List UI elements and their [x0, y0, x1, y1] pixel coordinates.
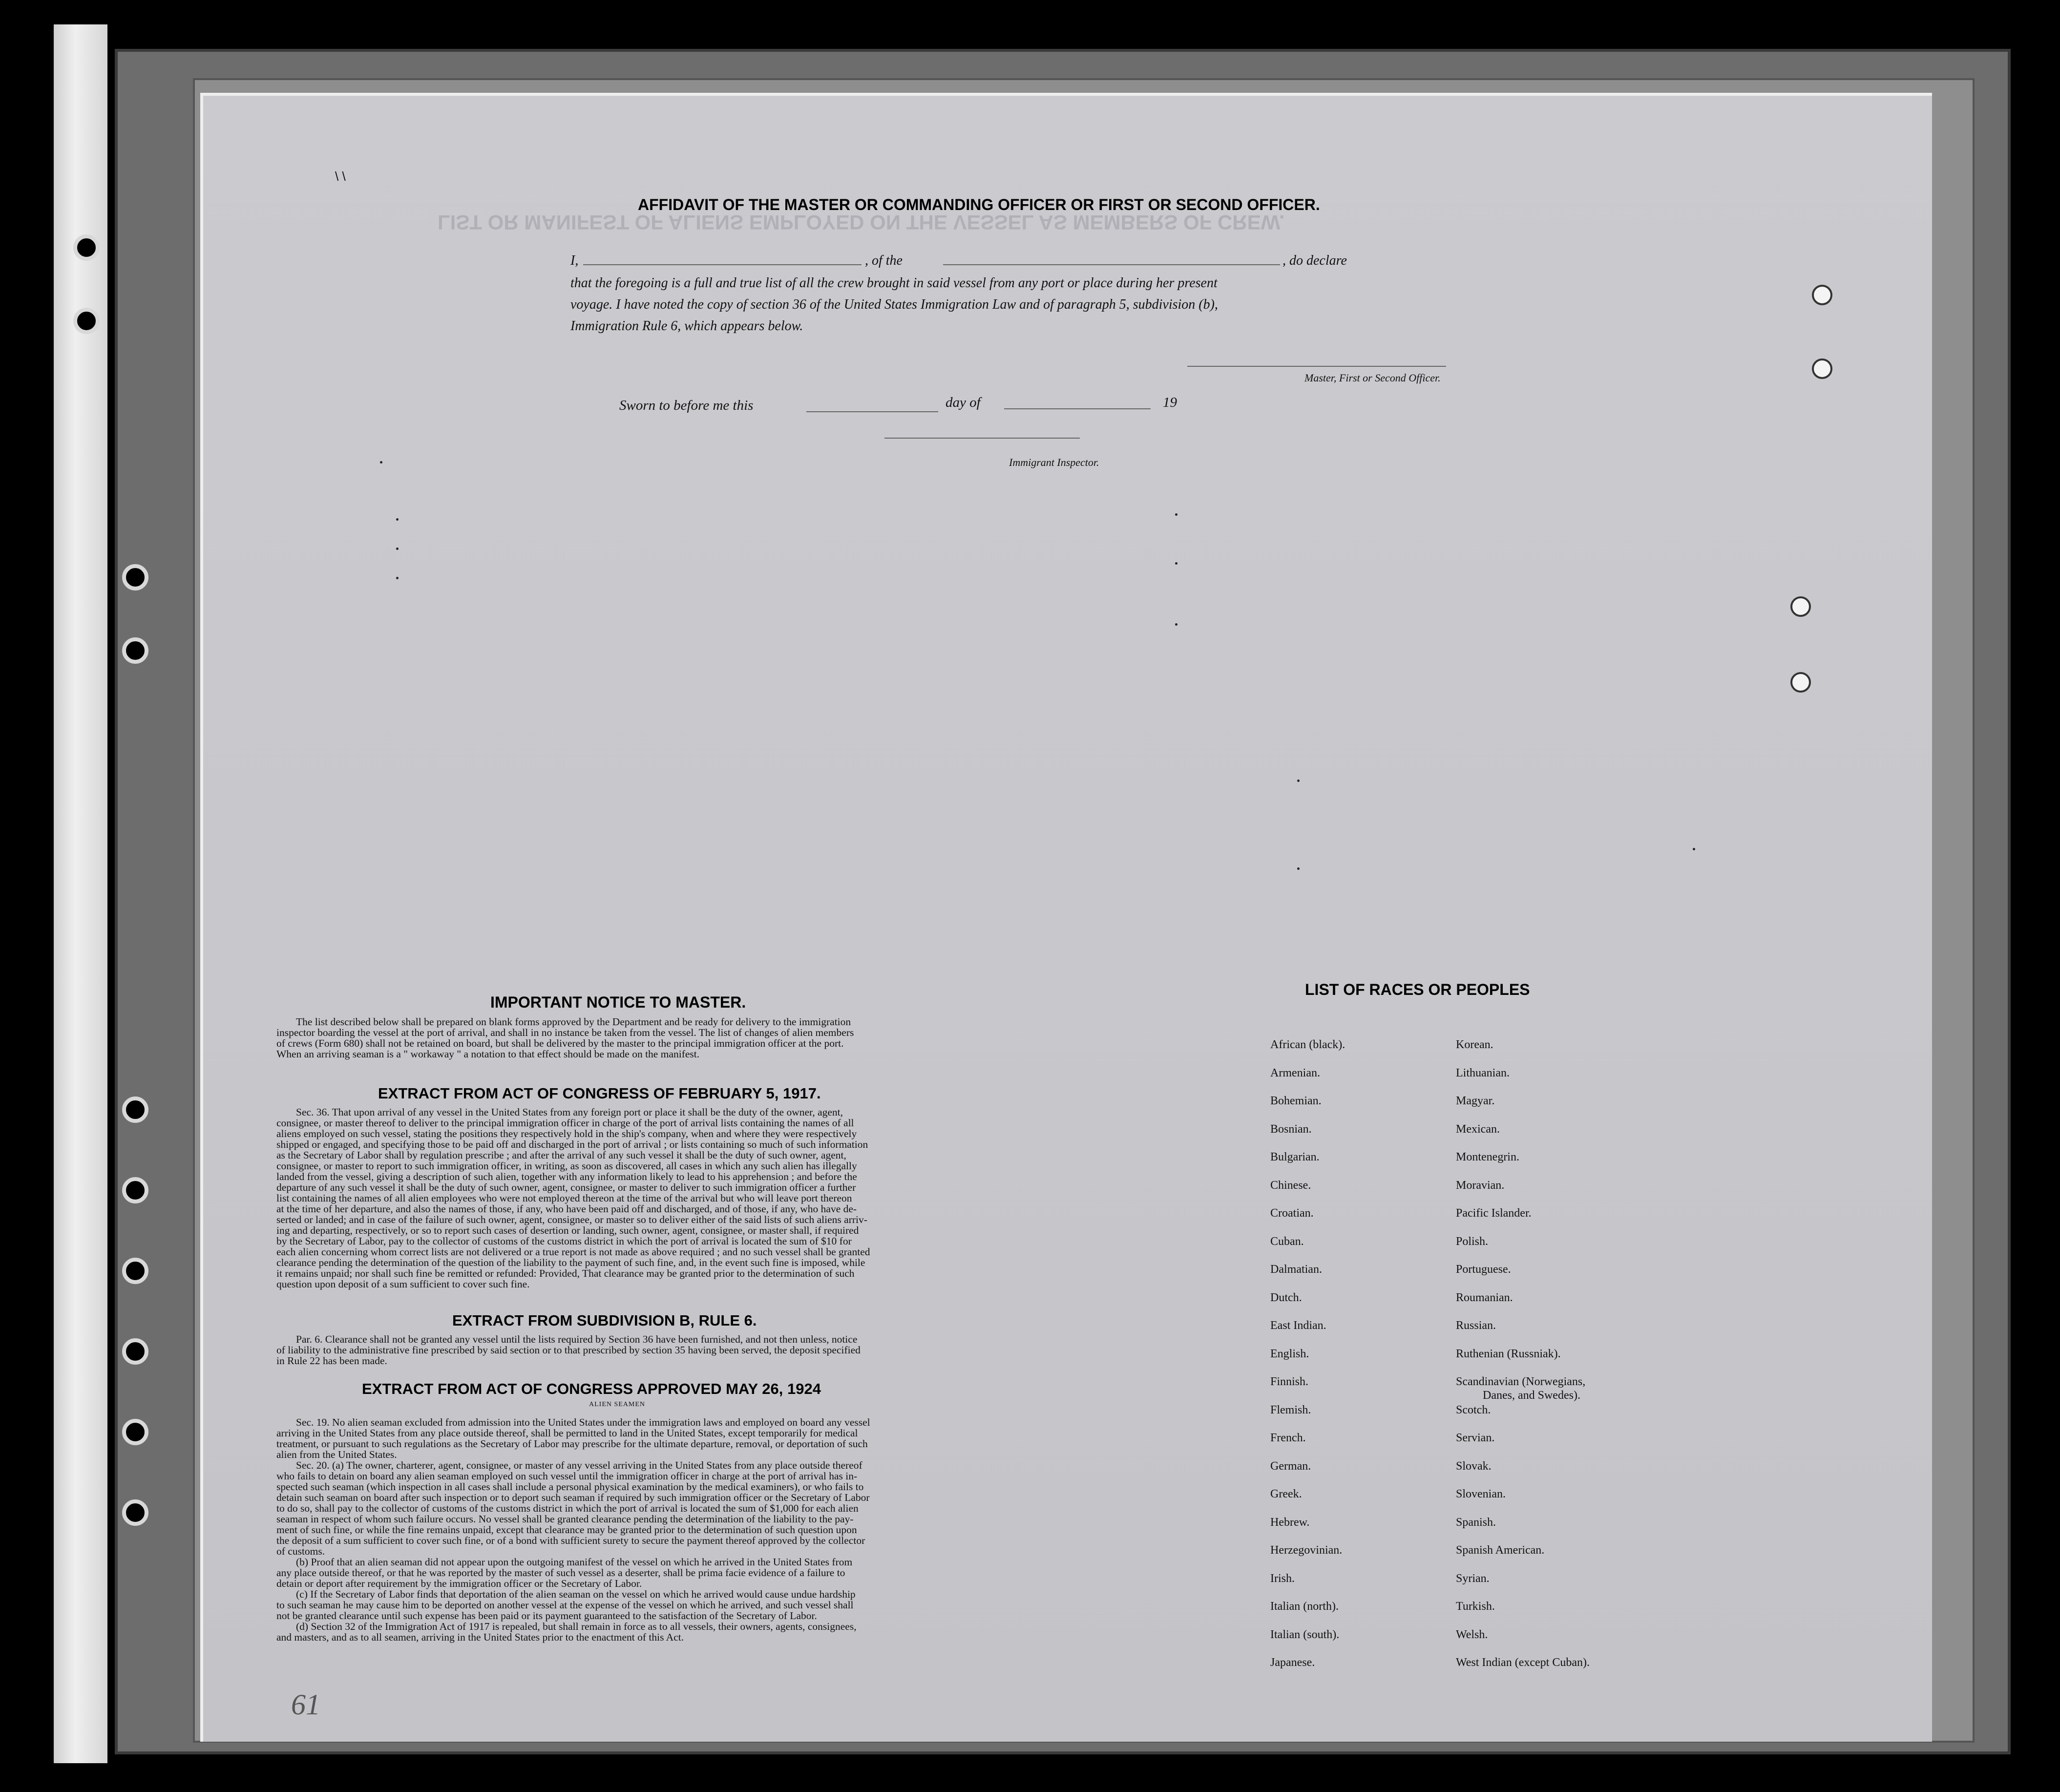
- affidavit-i: I,: [570, 253, 579, 268]
- extract-1917-line: as the Secretary of Labor shall by regulation prescribe ; and after the arrival of any such vessel it shall be the duty of such owner, agent,: [276, 1149, 846, 1161]
- extract-1924-heading: EXTRACT FROM ACT OF CONGRESS APPROVED MAY 26, 1924: [362, 1380, 821, 1397]
- notice-line: The list described below shall be prepared on blank forms approved by the Department and be ready for delivery to the immigration: [296, 1016, 851, 1028]
- extract-1924-line: (b) Proof that an alien seaman did not appear upon the outgoing manifest of the vessel on which he arrived in the United States from: [296, 1556, 853, 1568]
- sworn-prefix: Sworn to before me this: [619, 398, 754, 413]
- notice-line: inspector boarding the vessel at the port of arrival, and shall in no instance be taken from the vessel. The list of changes of alien members: [276, 1027, 854, 1038]
- extract-1924-line: not be granted clearance until such expense has been paid or its payment guaranteed to the satisfaction of the Secretary of Labor.: [276, 1610, 817, 1622]
- race-item-right: Scotch.: [1456, 1403, 1491, 1416]
- master-signature-label: Master, First or Second Officer.: [1304, 372, 1441, 384]
- extract-1917-line: each alien concerning whom correct lists are not delivered or a true report is not made as above required ; and no such vessel shall be granted: [276, 1246, 870, 1258]
- race-item-right: Ruthenian (Russniak).: [1456, 1347, 1561, 1360]
- extract-1924-line: detain such seaman on board after such inspection or to deport such seaman if required by such immigration officer or the Secretary of Labor: [276, 1492, 870, 1503]
- inspector-signature-line[interactable]: [884, 438, 1080, 439]
- extract-1924-line: alien from the United States.: [276, 1449, 397, 1460]
- binder-hole: [122, 1096, 148, 1123]
- name-field-line[interactable]: [583, 264, 862, 265]
- stray-mark: [1297, 780, 1300, 782]
- binder-hole: [122, 1499, 148, 1526]
- race-item-right: Polish.: [1456, 1235, 1489, 1248]
- notice-line: When an arriving seaman is a " workaway " a notation to that effect should be made on the manifest.: [276, 1048, 700, 1060]
- extract-1924-line: of customs.: [276, 1545, 325, 1557]
- extract-1917-line: ing and departing, respectively, or so to report such cases of desertion or landing, such owner, agent, consignee, or master shall, if required: [276, 1224, 859, 1236]
- races-heading: LIST OF RACES OR PEOPLES: [1305, 981, 1530, 998]
- race-item-right: Russian.: [1456, 1319, 1496, 1332]
- race-item-left: Armenian.: [1270, 1066, 1320, 1079]
- stray-mark: [1175, 623, 1177, 626]
- master-signature-line[interactable]: [1187, 366, 1446, 367]
- race-item-right: Welsh.: [1456, 1628, 1488, 1641]
- extract-1917-line: at the time of her departure, and also the names of those, if any, who have been paid off and discharged, and of those, if any, who have de-: [276, 1203, 857, 1215]
- film-edge-strip: [54, 24, 107, 1763]
- race-item-right: Portuguese.: [1456, 1263, 1511, 1276]
- extract-1924-line: the deposit of a sum sufficient to cover such fine, or of a bond with sufficient surety to secure the payment thereof approved by the collector: [276, 1535, 865, 1546]
- stray-mark: [1175, 562, 1177, 565]
- extract-1924-line: seaman in respect of whom such failure occurs. No vessel shall be granted clearance pending the determination of the liability to the pay-: [276, 1513, 854, 1525]
- race-item-right: Pacific Islander.: [1456, 1207, 1532, 1220]
- extract-rule6-line: Par. 6. Clearance shall not be granted any vessel until the lists required by Section 36 have been furnished, and not then unless, notice: [296, 1333, 858, 1345]
- bleed-through-title: LIST OR MANIFEST OF ALIENS EMPLOYED ON THE VESSEL AS MEMBERS OF CREW.: [438, 211, 1285, 234]
- affidavit-line-3: voyage. I have noted the copy of section 36 of the United States Immigration Law and of paragraph 5, subdivision (b),: [570, 297, 1218, 312]
- binder-hole: [73, 308, 100, 334]
- alien-seamen-subheading: ALIEN SEAMEN: [589, 1401, 646, 1408]
- binder-hole: [122, 637, 148, 664]
- race-item-left: Italian (north).: [1270, 1600, 1339, 1613]
- extract-rule6-body: [276, 1334, 1043, 1366]
- race-item-right: Scandinavian (Norwegians,: [1456, 1375, 1586, 1388]
- race-item-left: Dutch.: [1270, 1291, 1302, 1304]
- extract-rule6-heading: EXTRACT FROM SUBDIVISION B, RULE 6.: [452, 1312, 757, 1329]
- extract-1924-line: any place outside thereof, or that he was reported by the master of such vessel as a deserter, shall be prima facie evidence of a failure to: [276, 1567, 845, 1579]
- race-item-right: Korean.: [1456, 1038, 1493, 1051]
- margin-mark-bottom: 61: [291, 1688, 320, 1721]
- race-item-left: Bohemian.: [1270, 1095, 1322, 1107]
- stray-mark: [1175, 513, 1177, 516]
- race-item-left: Cuban.: [1270, 1235, 1304, 1248]
- extract-1917-line: Sec. 36. That upon arrival of any vessel in the United States from any foreign port or place it shall be the duty of the owner, agent,: [296, 1106, 843, 1118]
- extract-1917-line: landed from the vessel, giving a description of such alien, together with any information likely to lead to his apprehension ; and before the: [276, 1171, 857, 1182]
- notice-body: [276, 1016, 1043, 1059]
- race-item-right: Roumanian.: [1456, 1291, 1513, 1304]
- race-item-left: Bulgarian.: [1270, 1151, 1320, 1163]
- year-prefix: 19: [1163, 395, 1177, 410]
- race-item-right: Slovak.: [1456, 1459, 1492, 1473]
- race-item-right: Montenegrin.: [1456, 1151, 1519, 1163]
- extract-rule6-line: in Rule 22 has been made.: [276, 1355, 387, 1367]
- affidavit-of-the: , of the: [865, 253, 903, 268]
- manifest-page: [200, 93, 1932, 1742]
- extract-1917-line: departure of any such vessel it shall be the duty of such owner, agent, consignee, or master to deliver to such immigration officer a further: [276, 1181, 856, 1193]
- day-of-label: day of: [946, 395, 981, 410]
- race-item-left: Finnish.: [1270, 1375, 1309, 1388]
- extract-rule6-line: of liability to the administrative fine prescribed by said section or to that prescribed by section 35 having been served, the deposit specified: [276, 1344, 861, 1356]
- race-item-right: West Indian (except Cuban).: [1456, 1656, 1590, 1669]
- extract-1924-line: detain or deport after requirement by the immigration officer or the Secretary of Labor.: [276, 1578, 642, 1589]
- race-item-right: Lithuanian.: [1456, 1066, 1510, 1079]
- inspector-label: Immigrant Inspector.: [1009, 456, 1099, 468]
- race-item-left: Irish.: [1270, 1572, 1295, 1585]
- extract-1924-line: Sec. 19. No alien seaman excluded from admission into the United States under the immigration laws and employed on board any vessel: [296, 1416, 870, 1428]
- extract-1924-line: to such seaman he may cause him to be deported on another vessel at the expense of the vessel on which he arrived, and such vessel shall: [276, 1599, 854, 1611]
- binder-hole: [122, 1419, 148, 1445]
- stray-mark: [380, 461, 382, 464]
- extract-1917-line: consignee, or master thereof to deliver to the principal immigration officer in charge of the port of arrival lists containing the names of all: [276, 1117, 854, 1129]
- extract-1924-line: and masters, and as to all seamen, arriving in the United States prior to the enactment of this Act.: [276, 1631, 684, 1643]
- binder-hole: [122, 1338, 148, 1365]
- race-item-left: Bosnian.: [1270, 1122, 1312, 1136]
- extract-1917-line: question upon deposit of a sum sufficient to cover such fine.: [276, 1278, 530, 1290]
- race-item-left: Flemish.: [1270, 1403, 1311, 1416]
- vessel-field-line[interactable]: [943, 264, 1280, 265]
- extract-1924-line: ment of such fine, or while the fine remains unpaid, except that clearance may be granted prior to the determination of such question upon: [276, 1524, 857, 1536]
- race-item-right: Slovenian.: [1456, 1488, 1506, 1500]
- race-item-right: Mexican.: [1456, 1122, 1500, 1136]
- race-item-right: Spanish.: [1456, 1516, 1496, 1529]
- stray-mark: [396, 548, 399, 550]
- punch-hole: [1790, 596, 1811, 617]
- margin-mark-top: \ \: [335, 169, 346, 184]
- extract-1924-line: Sec. 20. (a) The owner, charterer, agent, consignee, or master of any vessel arriving in the United States from any place outside thereof: [296, 1459, 862, 1471]
- race-item-left: East Indian.: [1270, 1319, 1326, 1332]
- extract-1917-line: shipped or engaged, and specifying those to be paid off and discharged in the port of arrival ; or lists containing so much of such information: [276, 1138, 868, 1150]
- extract-1917-line: serted or landed; and in case of the failure of such owner, agent, consignee, or master so to deliver either of the said lists of such aliens arriv-: [276, 1214, 867, 1225]
- extract-1917-line: by the Secretary of Labor, pay to the collector of customs of the customs district in which the port of arrival is located the sum of $10 for: [276, 1235, 852, 1247]
- sworn-month-line[interactable]: [1004, 408, 1151, 409]
- affidavit-line-4: Immigration Rule 6, which appears below.: [570, 318, 803, 334]
- binder-hole: [122, 1258, 148, 1284]
- extract-1924-line: treatment, or pursuant to such regulations as the Secretary of Labor may prescribe for the ultimate departure, removal, or deportation of such: [276, 1438, 868, 1450]
- sworn-day-line[interactable]: [806, 411, 938, 412]
- race-item-left: Chinese.: [1270, 1179, 1311, 1192]
- binder-hole: [73, 234, 100, 261]
- extract-1917-line: consignee, or master to report to such immigration officer, in writing, as soon as discovered, all cases in which any such alien has illegally: [276, 1160, 857, 1172]
- race-item-right-continuation: Danes, and Swedes).: [1483, 1389, 1580, 1402]
- affidavit-heading: AFFIDAVIT OF THE MASTER OR COMMANDING OFFICER OR FIRST OR SECOND OFFICER.: [638, 196, 1320, 213]
- extract-1924-line: arriving in the United States from any place outside thereof, shall be permitted to land in the United States, except temporarily for medical: [276, 1427, 858, 1439]
- affidavit-line-2: that the foregoing is a full and true list of all the crew brought in said vessel from any port or place during her present: [570, 275, 1218, 291]
- race-item-left: African (black).: [1270, 1038, 1345, 1051]
- race-item-right: Turkish.: [1456, 1600, 1495, 1613]
- race-item-left: Croatian.: [1270, 1207, 1314, 1220]
- race-item-left: Japanese.: [1270, 1656, 1315, 1669]
- stray-mark: [396, 577, 399, 579]
- stray-mark: [1693, 848, 1695, 850]
- extract-1917-body: [276, 1107, 1043, 1289]
- extract-1917-heading: EXTRACT FROM ACT OF CONGRESS OF FEBRUARY 5, 1917.: [378, 1085, 821, 1102]
- notice-heading: IMPORTANT NOTICE TO MASTER.: [490, 993, 746, 1011]
- punch-hole: [1790, 672, 1811, 693]
- race-item-left: Dalmatian.: [1270, 1263, 1322, 1276]
- extract-1924-line: who fails to detain on board any alien seaman employed on such vessel until the immigration officer in charge at the port of arrival has in-: [276, 1470, 858, 1482]
- race-item-right: Moravian.: [1456, 1179, 1505, 1192]
- extract-1924-line: (d) Section 32 of the Immigration Act of 1917 is repealed, but shall remain in force as to all vessels, their owners, agents, consignees,: [296, 1621, 857, 1632]
- affidavit-declare: , do declare: [1282, 253, 1347, 268]
- notice-line: of crews (Form 680) shall not be retained on board, but shall be delivered by the master to the principal immigration officer at the port.: [276, 1037, 844, 1049]
- extract-1917-line: list containing the names of all alien employees who were not employed thereon at the time of the arrival but who will leave port thereon: [276, 1192, 852, 1204]
- extract-1924-line: (c) If the Secretary of Labor finds that deportation of the alien seaman on the vessel on which he arrived would cause undue hardship: [296, 1588, 856, 1600]
- race-item-left: Italian (south).: [1270, 1628, 1340, 1641]
- punch-hole: [1812, 358, 1832, 379]
- extract-1917-line: clearance pending the determination of the question of the liability to the payment of such fine, and, in the event such fine is imposed, while: [276, 1257, 865, 1268]
- race-item-right: Magyar.: [1456, 1095, 1495, 1107]
- race-item-left: Hebrew.: [1270, 1516, 1310, 1529]
- race-item-left: German.: [1270, 1459, 1311, 1473]
- race-item-left: Herzegovinian.: [1270, 1544, 1343, 1557]
- race-item-right: Servian.: [1456, 1432, 1495, 1444]
- race-item-left: Greek.: [1270, 1488, 1302, 1500]
- binder-hole: [122, 1177, 148, 1203]
- extract-1917-line: it remains unpaid; nor shall such fine be remitted or refunded: Provided, That clearance may be granted prior to the determination of such: [276, 1267, 855, 1279]
- race-item-right: Syrian.: [1456, 1572, 1490, 1585]
- race-item-left: English.: [1270, 1347, 1309, 1360]
- stray-mark: [396, 518, 399, 521]
- race-item-right: Spanish American.: [1456, 1544, 1545, 1557]
- stray-mark: [1297, 867, 1300, 870]
- extract-1924-line: to do so, shall pay to the collector of customs of the customs district in which the port of arrival is located the sum of $1,000 for each alien: [276, 1502, 859, 1514]
- extract-1924-body: [276, 1417, 1043, 1643]
- extract-1924-line: spected such seaman (which inspection in all cases shall include a personal physical examination by the medical examiners), or who fails to: [276, 1481, 864, 1493]
- punch-hole: [1812, 285, 1832, 305]
- race-item-left: French.: [1270, 1432, 1306, 1444]
- extract-1917-line: aliens employed on such vessel, stating the positions they respectively hold in the ship's company, when and where they were respectively: [276, 1128, 857, 1139]
- binder-hole: [122, 564, 148, 590]
